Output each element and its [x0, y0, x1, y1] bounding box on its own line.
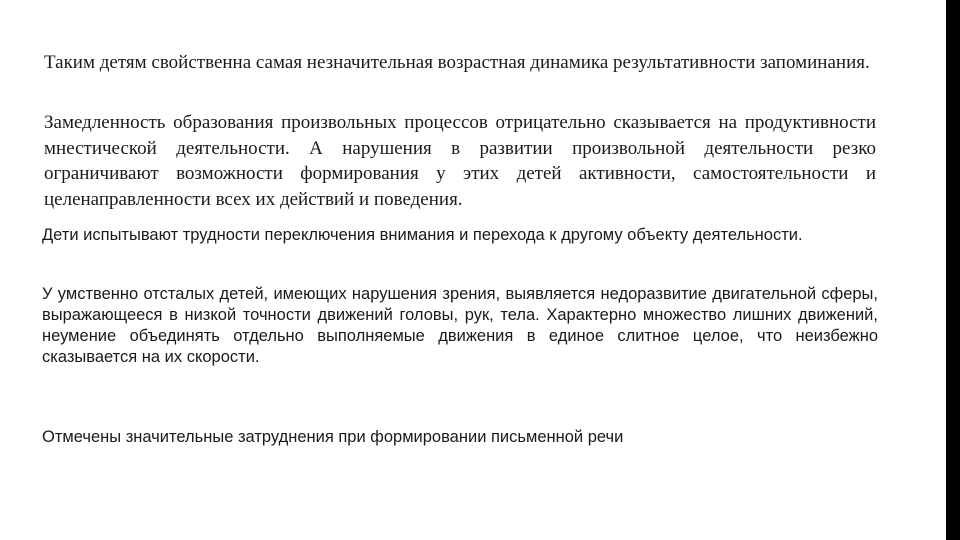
right-edge-bar — [946, 0, 960, 540]
paragraph-written-speech: Отмечены значительные затруднения при формировании письменной речи — [42, 428, 624, 446]
paragraph-voluntary-processes: Замедленность образования произвольных процессов отрицательно сказывается на продуктивности мнестической деятельности. А нарушения в развитии произвольной деятельности резко ограничивают возможности формирования у этих детей активности, самостоятельности и целенаправленности всех их действий и поведения. — [44, 112, 876, 210]
paragraph-memory-dynamics: Таким детям свойственна самая незначительная возрастная динамика результативности запоминания. — [44, 52, 870, 73]
paragraph-attention-switching: Дети испытывают трудности переключения внимания и перехода к другому объекту деятельности. — [42, 226, 803, 244]
paragraph-motor-sphere: У умственно отсталых детей, имеющих нарушения зрения, выявляется недоразвитие двигательной сферы, выражающееся в низкой точности движений головы, рук, тела. Характерно множество лишних движений, неумение объединять отдельно выполняемые движения в единое слитное целое, что неизбежно сказывается на их скорости. — [42, 285, 878, 366]
